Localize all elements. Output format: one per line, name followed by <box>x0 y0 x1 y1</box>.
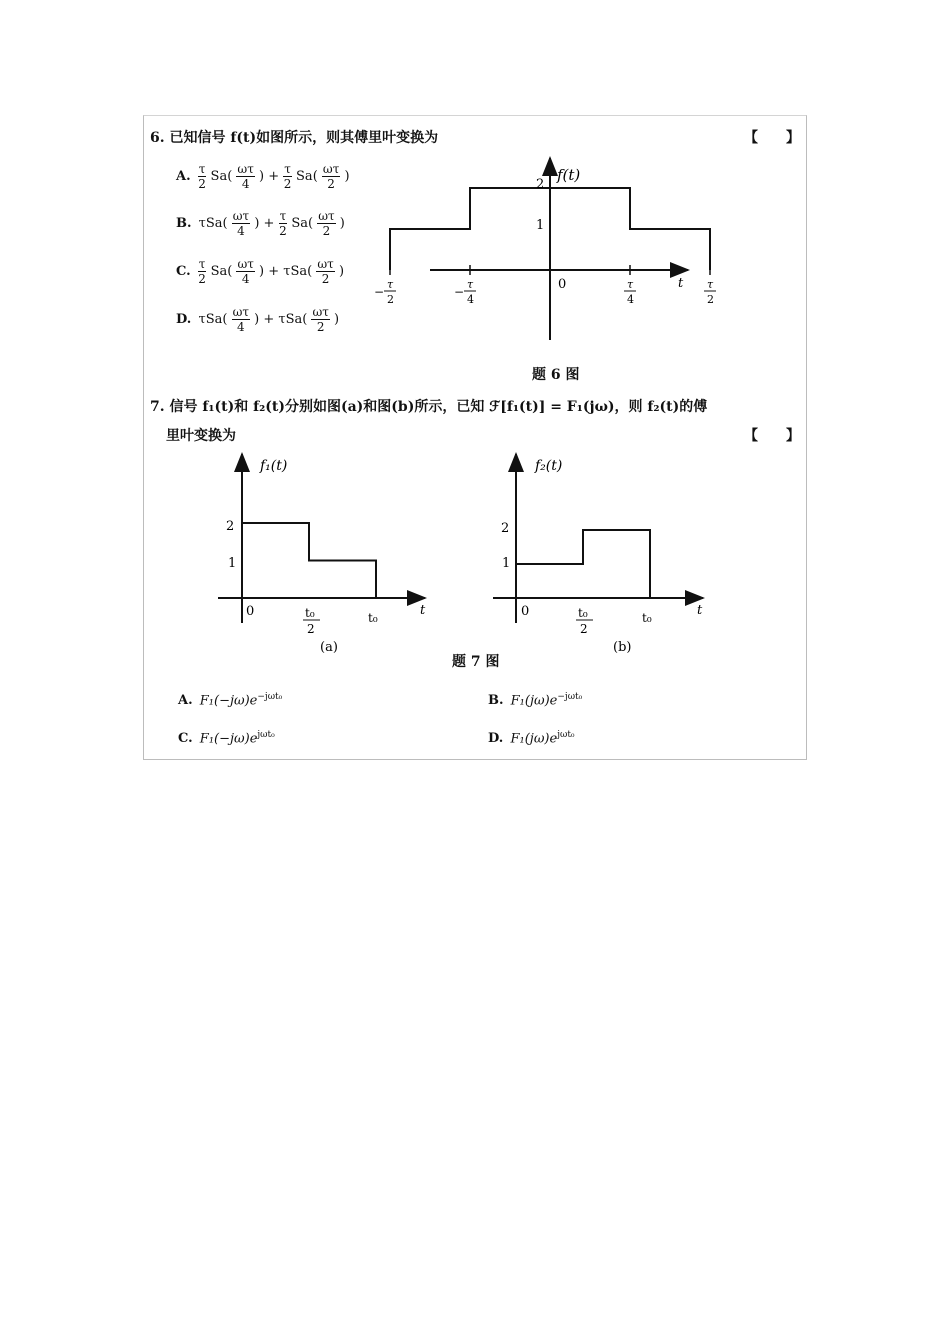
q7-answer-bracket: 【 】 <box>744 428 800 444</box>
q7-option-c[interactable]: C. $F_1(-j\omega)e^{j\omega t_0}$ <box>178 730 275 747</box>
fig7a-tag: (a) <box>320 640 338 655</box>
fig7b-signal-line <box>516 530 650 598</box>
fig6-xtick-den-3: 2 <box>707 293 714 306</box>
fig7b-ytick-1: 1 <box>502 556 511 571</box>
fig6-ytick-1: 1 <box>536 218 545 233</box>
fig7b-tag: (b) <box>613 640 632 655</box>
q6-stem: 6. 已知信号 f(t)如图所示，则其傅里叶变换为 <box>150 130 439 146</box>
fig6-xlabel: t <box>678 276 684 291</box>
fig7a-xlabel: t <box>420 603 426 618</box>
q6-option-a[interactable]: A. $\frac{\tau}{2}$ Sa( $\frac{\omega\tau}{4}$ ) + $\frac{\tau}{2}$ Sa( $\frac{\omega\tau}{2}$ ) <box>176 162 350 191</box>
fig6-xtick-num-0: τ <box>387 278 394 291</box>
fig7b-tick-half-num: t₀ <box>578 606 588 620</box>
q6-option-d[interactable]: D. τSa( $\frac{\omega\tau}{4}$ ) + τSa( $\frac{\omega\tau}{2}$ ) <box>176 305 340 334</box>
q7-option-d[interactable]: D. $F_1(j\omega)e^{j\omega t_0}$ <box>488 730 575 747</box>
fig7a-tick-full: t₀ <box>368 611 378 625</box>
fig7b-ytick-2: 2 <box>501 521 510 536</box>
fig7a-signal-line <box>242 523 376 598</box>
q7-option-a[interactable]: A. $F_1(-j\omega)e^{-j\omega t_0}$ <box>178 692 283 709</box>
fig7a-ytick-2: 2 <box>226 519 235 534</box>
fig7a-tick-half-den: 2 <box>307 622 315 636</box>
fig6-xtick-num-2: τ <box>627 278 634 291</box>
fig7a-origin: 0 <box>246 604 255 619</box>
q6-option-c[interactable]: C. $\frac{\tau}{2}$ Sa( $\frac{\omega\tau}{4}$ ) + τSa( $\frac{\omega\tau}{2}$ ) <box>176 257 345 286</box>
q7-stem-line2: 里叶变换为 <box>166 428 236 444</box>
fig6-xtick-sign-1: − <box>454 285 465 299</box>
figure-7a-signal-plot <box>210 448 440 658</box>
q7-stem-line1: 7. 信号 f₁(t)和 f₂(t)分别如图(a)和图(b)所示，已知 ℱ[f₁(t)] = F₁(jω)，则 f₂(t)的傅 <box>150 399 708 415</box>
q6-option-b[interactable]: B. τSa( $\frac{\omega\tau}{4}$ ) + $\frac{\tau}{2}$ Sa( $\frac{\omega\tau}{2}$ ) <box>176 209 345 238</box>
q6-answer-bracket: 【 】 <box>744 130 800 146</box>
fig7a-ytick-1: 1 <box>228 556 237 571</box>
fig7b-xlabel: t <box>697 603 703 618</box>
fig6-xtick-den-0: 2 <box>387 293 394 306</box>
fig6-ytick-2: 2 <box>536 177 545 192</box>
figure-7b-signal-plot <box>485 448 715 658</box>
fig6-xtick-sign-0: − <box>374 285 385 299</box>
fig6-xtick-num-1: τ <box>467 278 474 291</box>
fig7b-tick-half-den: 2 <box>580 622 588 636</box>
fig6-xtick-den-2: 4 <box>627 293 634 306</box>
q6-figure-caption: 题 6 图 <box>532 367 580 383</box>
q7-figure-caption: 题 7 图 <box>452 654 500 670</box>
fig6-xtick-den-1: 4 <box>467 293 474 306</box>
fig7b-ylabel: f₂(t) <box>535 458 563 474</box>
fig7a-tick-half-num: t₀ <box>305 606 315 620</box>
q7-option-b[interactable]: B. $F_1(j\omega)e^{-j\omega t_0}$ <box>488 692 583 709</box>
fig6-x-tick-labels <box>374 265 716 306</box>
fig6-origin: 0 <box>558 277 567 292</box>
figure-6-signal-plot <box>374 150 714 350</box>
fig7b-tick-full: t₀ <box>642 611 652 625</box>
fig6-ylabel: f(t) <box>557 166 581 184</box>
fig6-xtick-num-3: τ <box>707 278 714 291</box>
fig7b-origin: 0 <box>521 604 530 619</box>
fig7a-ylabel: f₁(t) <box>260 458 288 474</box>
